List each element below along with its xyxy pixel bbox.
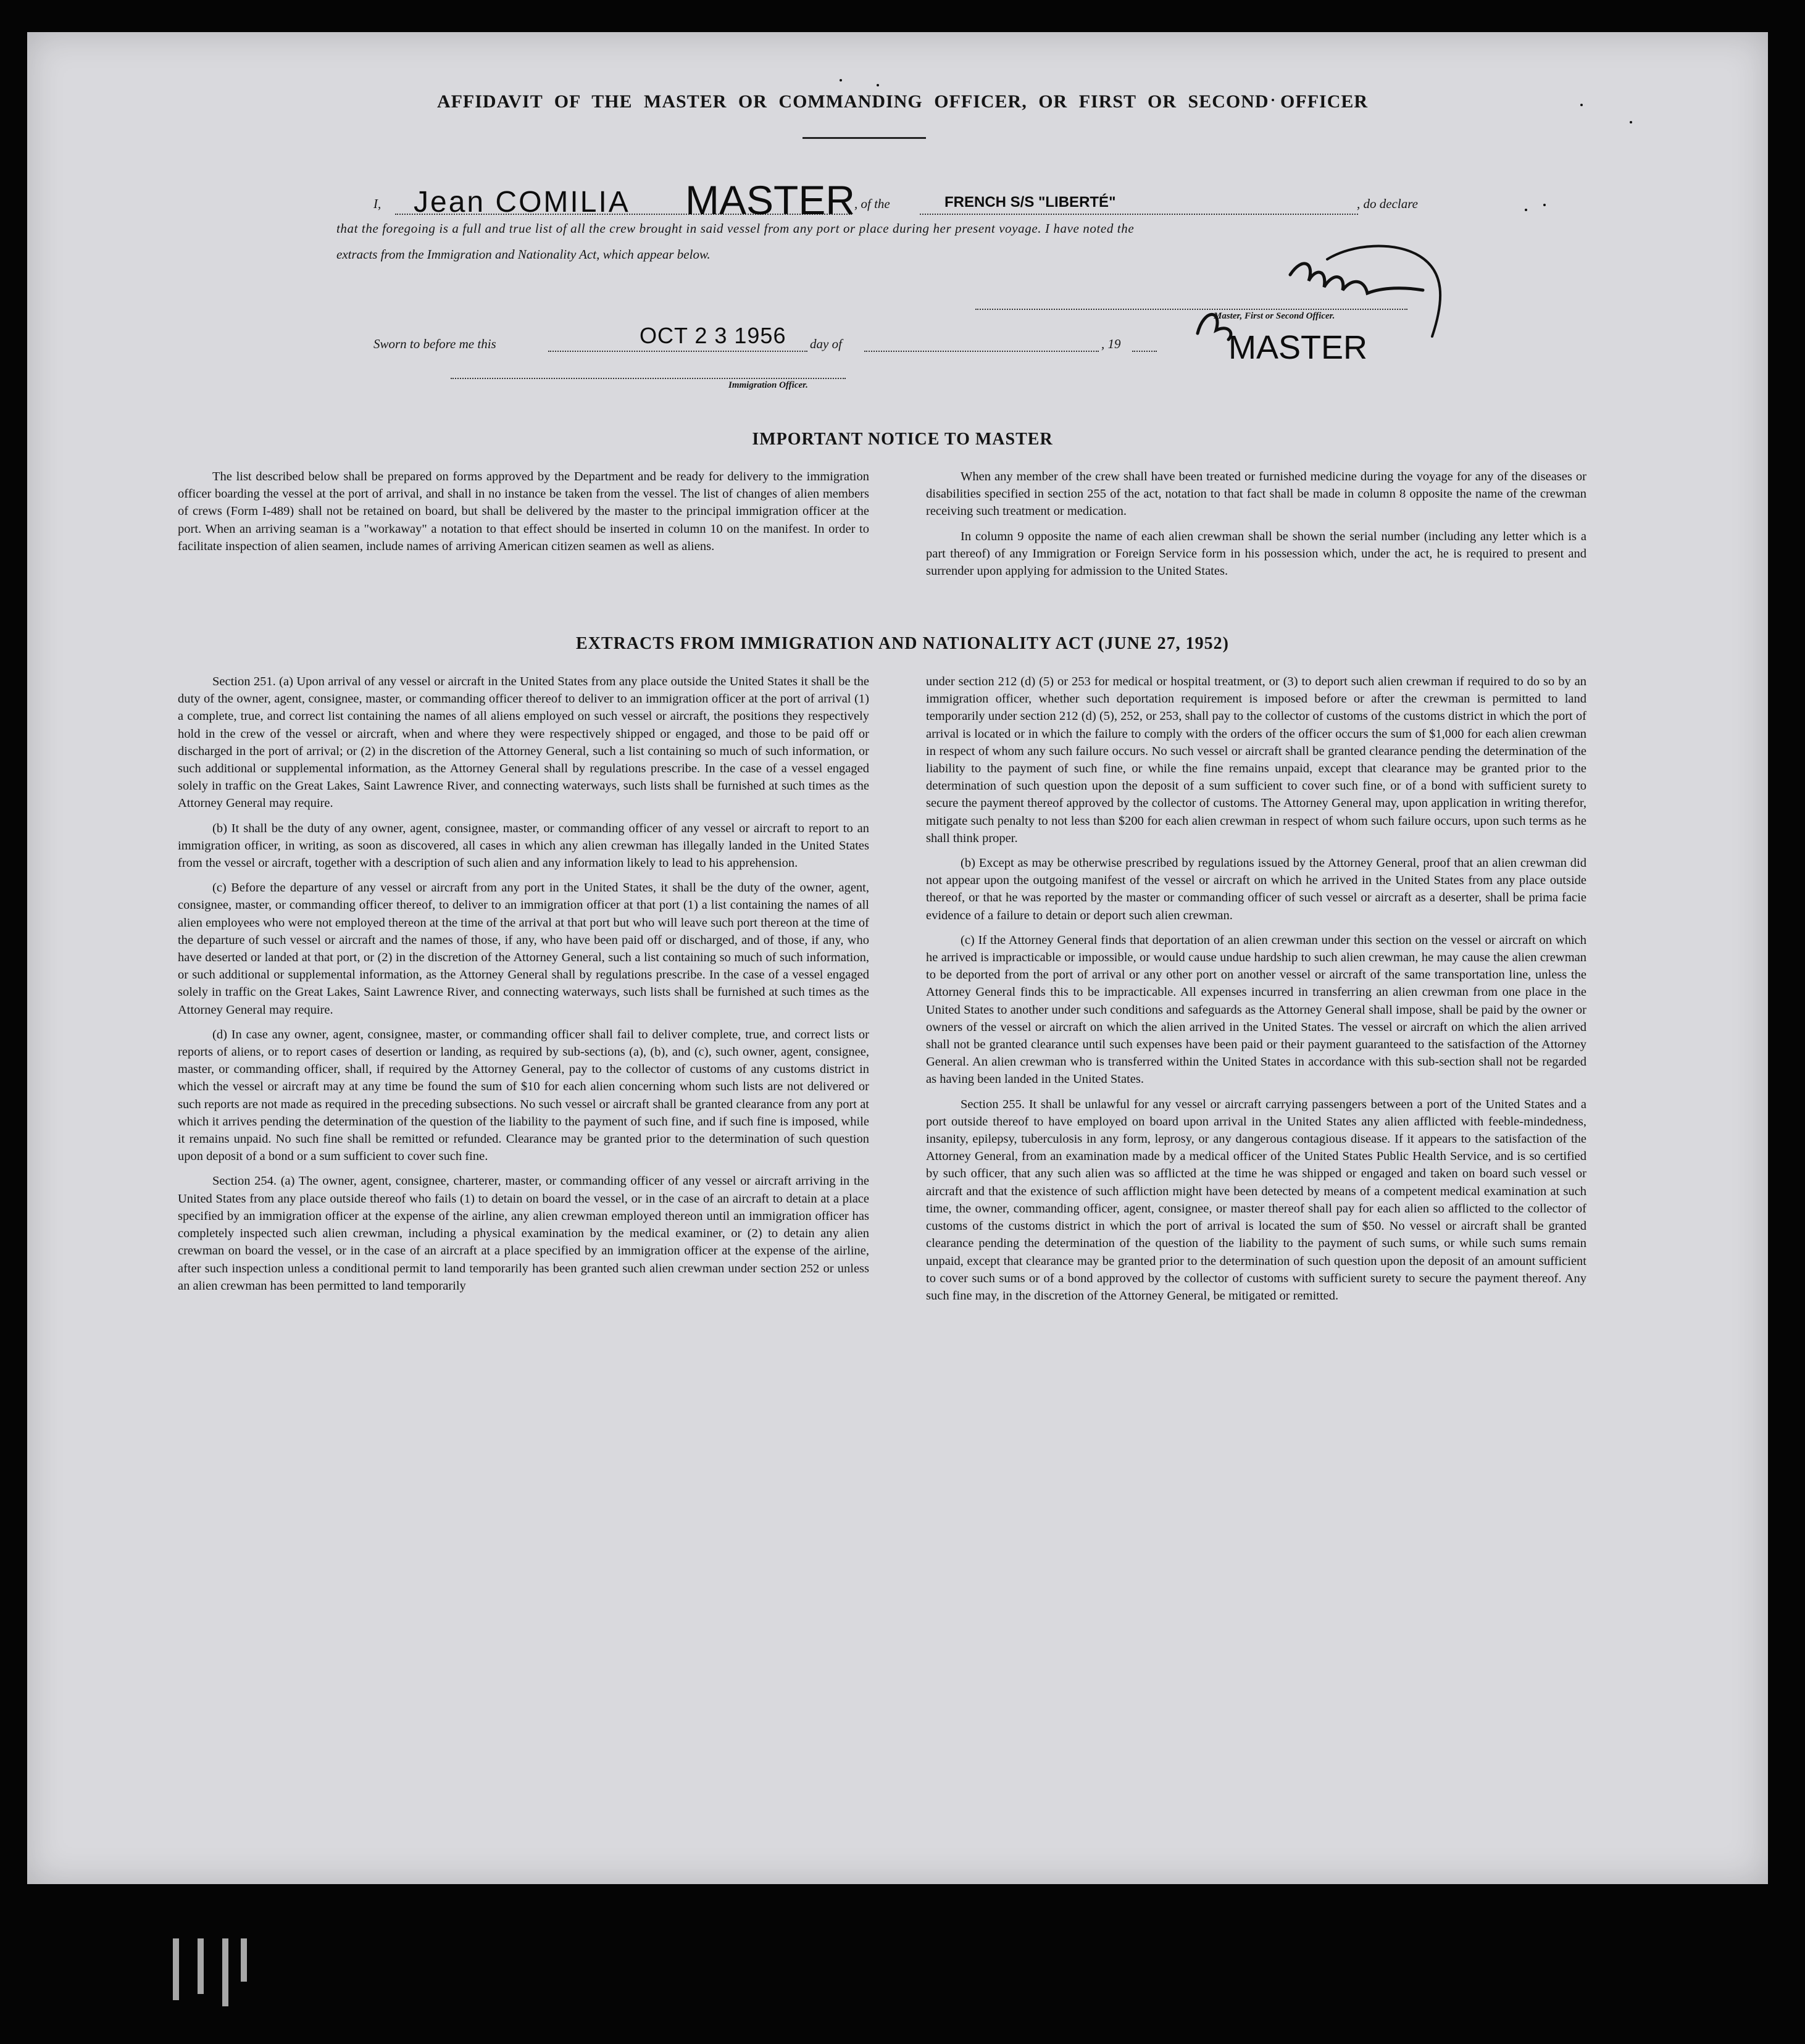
section-251c-paragraph: (c) Before the departure of any vessel or aircraft from any port in the United States, it shall be the duty of the owner, agent, consignee, master, or commanding officer thereof, to deliver to an immigration officer at that port (1) a list containing the names of all alien employees who were not employed thereon at the time of the arrival at that port but who will leave such port thereon at the time of the departure of such vessel or aircraft and the names of those, if any, who have been paid off or discharged, and of those, if any, who have deserted or landed at that port, or (2) in the discretion of the Attorney General, such a list containing so much of such information, or such additional or supplemental information, as the Attorney General shall by regulations prescribe. In the case of a vessel engaged solely in traffic on the Great Lakes, Saint Lawrence River, and connecting waterways, such lists shall be furnished at such times as the Attorney General may require. [178,881,869,1017]
section-254c-paragraph: (c) If the Attorney General finds that deportation of an alien crewman under this section on the vessel or aircraft on which he arrived is impracticable or impossible, or would cause undue hardship to such alien crewman, he may cause the alien crewman to be deported from the port of arrival or any other port on another vessel or aircraft of the same transportation line, unless the Attorney General finds this to be impracticable. All expenses incurred in transferring an alien crewman from one place in the United States to another under such conditions and safeguards as the Attorney General shall impose, shall be paid by the owner or owners of the vessel or aircraft on which the alien arrived in the United States. The vessel or aircraft on which the alien arrived shall not be granted clearance until such expenses have been paid or their payment guaranteed to the satisfaction of the Attorney General. An alien crewman who is transferred within the United States in accordance with this sub-section shall not be regarded as having been landed in the United States. [926,933,1586,1087]
of-the-label: , of the [854,196,890,211]
signature-scrawl [1185,216,1506,346]
immigration-officer-blank [451,378,846,379]
section-255-paragraph: Section 255. It shall be unlawful for any vessel or aircraft carrying passengers between a port of the United States and a port outside thereof to have employed on board upon arrival in the United States any alien afflicted with feeble-mindedness, insanity, epilepsy, tuberculosis in any form, leprosy, or any dangerous contagious disease. If it appears to the satisfaction of the Attorney General, from an examination made by a medical officer of the United States Public Health Service, and is so certified by such officer, that any such alien was so afflicted at the time he was shipped or engaged and taken on board such vessel or aircraft and that the existence of such affliction might have been detected by means of a competent medical examination at such time, the owner, commanding officer, agent, consignee, or master thereof shall pay for each alien so afflicted to the collector of customs of the customs district in which the port of arrival is located the sum of $50. No vessel or aircraft shall be granted clearance pending the determination of the question of the liability to the payment of such sums, or while such sums remain unpaid, except that clearance may be granted prior to the determination of such question upon the deposit of an amount sufficient to cover such sums or of a bond approved by the collector of customs with sufficient surety to secure the payment thereof. Any such fine may, in the discretion of the Attorney General, be mitigated or remitted. [926,1097,1586,1303]
filled-vessel: FRENCH S/S "LIBERTÉ" [944,194,1116,211]
do-declare-label: , do declare [1357,196,1418,211]
month-blank [864,351,1099,352]
sworn-label: Sworn to before me this [373,336,496,351]
sworn-date-blank [548,351,807,352]
notice-left-paragraph: The list described below shall be prepared on forms approved by the Department and be ready for delivery to the immigration officer boarding the vessel at the port of arrival, and shall in no instance be taken from the vessel. The list of changes of alien members of crews (Form I-489) shall not be retained on board, but shall be delivered by the master to the principal immigration officer at the port. When an arriving seaman is a "workaway" a notation to that effect should be inserted in column 10 on the manifest. In order to facilitate inspection of alien seamen, include names of arriving American citizen seamen as well as aliens. [178,470,869,553]
master-officer-label: Master, First or Second Officer. [1214,311,1335,321]
declaration-line: that the foregoing is a full and true list of all the crew brought in said vessel from any port or place during her present voyage. I have noted the [336,221,1135,236]
title-divider [802,137,926,139]
scan-edge-artifact [160,1938,259,2013]
section-254b-paragraph: (b) Except as may be otherwise prescribed by regulations issued by the Attorney General, proof that an alien crewman did not appear upon the outgoing manifest of the vessel or aircraft on which he arrived in the United States from any place outside thereof, or that he was reported by the master or commanding officer of such vessel or aircraft as a deserter, shall be prima facie evidence of a failure to detain or deport such alien crewman. [926,856,1586,922]
section-254a-continued-paragraph: under section 212 (d) (5) or 253 for medical or hospital treatment, or (3) to deport such alien crewman if required to do so by an immigration officer, whether such deportation requirement is imposed before or after the crewman is permitted to land temporarily under section 212 (d) (5), 252, or 253, shall pay to the collector of customs of the customs district in which the port of arrival is located or in which the failure to comply with the orders of the officer occurs the sum of $1,000 for each alien crewman in respect of whom any such failure occurs. No such vessel or aircraft shall be granted clearance pending the determination of the liability to the payment of such fine, or while the fine remains unpaid, except that clearance may be granted prior to the determination of such question upon the deposit of a sum sufficient to cover such fine, or of a bond with sufficient surety to secure the payment thereof approved by the collector of customs. The Attorney General may, upon application in writing therefor, mitigate such penalty to not less than $200 for each alien crewman in respect of whom such failure occurs, upon such terms as he shall think proper. [926,675,1586,845]
notice-right-paragraph-1: When any member of the crew shall have been treated or furnished medicine during the voyage for any of the diseases or disabilities specified in section 255 of the act, notation to that fact shall be made in column 8 opposite the name of the crewman receiving such treatment or medication. [926,470,1586,519]
extracts-note-line: extracts from the Immigration and Nationality Act, which appear below. [336,247,711,262]
extracts-right-column [926,673,1586,1312]
section-251b-paragraph: (b) It shall be the duty of any owner, agent, consignee, master, or commanding officer of any vessel or aircraft to report to an immigration officer, in writing, as soon as discovered, all cases in which any alien crewman has illegally landed in the United States from the vessel or aircraft, together with a description of such alien and any information likely to lead to his apprehension. [178,821,869,870]
day-of-label: day of [810,336,842,351]
master-stamp: MASTER [1228,329,1368,366]
notice-left-column [178,468,869,562]
section-251a-paragraph: Section 251. (a) Upon arrival of any vessel or aircraft in the United States from any place outside the United States it shall be the duty of the owner, agent, consignee, master, or commanding officer thereof to deliver to an immigration officer at the port of arrival (1) a complete, true, and correct list containing the names of all aliens employed on such vessel or aircraft, the positions they respectively hold in the crew of the vessel or aircraft, when and where they were respectively shipped or engaged, and those to be paid off or discharged in the port of arrival; or (2) in the discretion of the Attorney General, such a list containing so much of such information, or such additional or supplemental information, as the Attorney General shall by regulations prescribe. In the case of a vessel engaged solely in traffic on the Great Lakes, Saint Lawrence River, and connecting waterways, such lists shall be furnished at such times as the Attorney General may require. [178,675,869,811]
filled-name: Jean COMILIA [414,186,630,219]
notice-right-paragraph-2: In column 9 opposite the name of each alien crewman shall be shown the serial number (including any letter which is a part thereof) of any Immigration or Foreign Service form in his possession which, under the act, he is required to present and surrender upon applying for admission to the United States. [926,529,1586,578]
notice-title: IMPORTANT NOTICE TO MASTER [752,430,1053,449]
section-254a-paragraph: Section 254. (a) The owner, agent, consignee, charterer, master, or commanding officer of any vessel or aircraft arriving in the United States from any place outside thereof who fails (1) to detain on board the vessel, or in the case of an aircraft to detain at a place specified by an immigration officer at the expense of the airline, any alien crewman employed thereon until an immigration officer has completely inspected such alien crewman, including a physical examination by the medical examiner, or (2) to detain any alien crewman on board the vessel, or in the case of an aircraft at a place specified by an immigration officer at the expense of the airline, after such inspection unless a conditional permit to land temporarily has been granted such alien crewman under section 252 or unless an alien crewman has been permitted to land temporarily [178,1174,869,1293]
section-251d-paragraph: (d) In case any owner, agent, consignee, master, or commanding officer shall fail to deliver complete, true, and correct lists or reports of aliens, or to report cases of desertion or landing, as required by sub-sections (a), (b), and (c), such owner, agent, consignee, master, or commanding officer, shall, if required by the Attorney General, pay to the collector of customs of any customs district in which the vessel or aircraft may at any time be found the sum of $10 for each alien concerning whom such lists are not delivered or such reports are not made as required in the preceding subsections. No such vessel or aircraft shall be granted clearance from any port at which it arrives pending the determination of the question of the liability to the payment of such fine, and if such fine is imposed, while it remains unpaid. No such fine shall be remitted or refunded. Clearance may be granted prior to the determination of such question upon deposit of a bond or a sum sufficient to cover such fine. [178,1027,869,1164]
immigration-officer-label: Immigration Officer. [728,380,808,390]
extracts-title: EXTRACTS FROM IMMIGRATION AND NATIONALITY ACT (JUNE 27, 1952) [576,634,1229,653]
notice-right-column [926,468,1586,587]
sworn-date-stamp: OCT 2 3 1956 [640,323,786,348]
extracts-left-column [178,673,869,1302]
affidavit-i-label: I, [373,196,381,211]
year-prefix-label: , 19 [1101,336,1121,351]
vessel-blank [920,214,1358,215]
affidavit-title: AFFIDAVIT OF THE MASTER OR COMMANDING OFFICER, OR FIRST OR SECOND OFFICER [436,91,1369,112]
filled-rank: MASTER [685,177,856,223]
year-blank [1132,351,1157,352]
